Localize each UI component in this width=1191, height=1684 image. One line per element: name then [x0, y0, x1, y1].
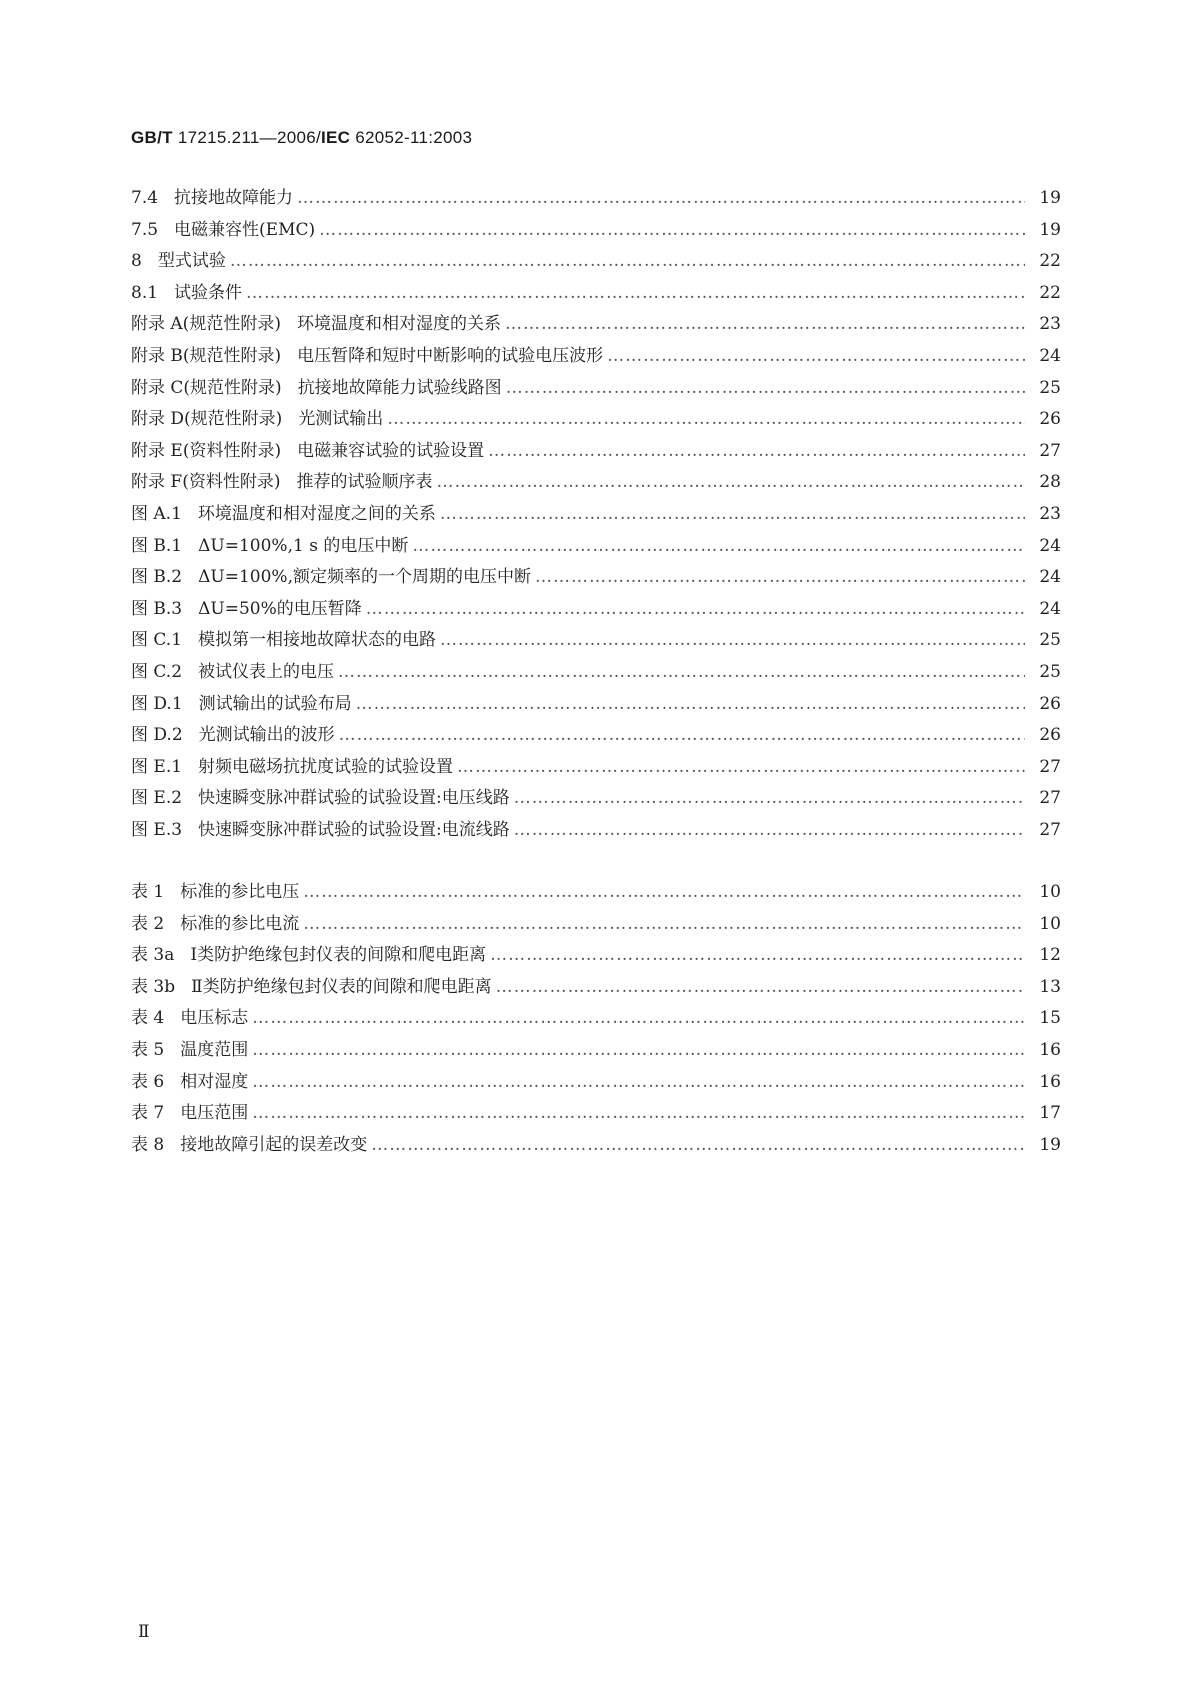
toc-entry-page: 19: [1039, 188, 1061, 208]
toc-dot-leader: [535, 562, 1025, 594]
toc-entry-page: 16: [1039, 1071, 1061, 1092]
page-number: Ⅱ: [138, 1622, 150, 1642]
toc-dot-leader: [366, 594, 1025, 626]
toc-entry-page: 24: [1039, 345, 1061, 366]
toc-entry[interactable]: [131, 278, 1061, 310]
toc-entry-number: 表 7: [131, 1103, 165, 1124]
toc-entry-title: 接地故障引起的误差改变: [180, 1134, 368, 1155]
toc-entry[interactable]: [131, 215, 1061, 247]
toc-entry-page: 12: [1039, 945, 1061, 966]
toc-entry[interactable]: [131, 531, 1061, 563]
toc-dot-leader: [252, 1035, 1025, 1067]
toc-entry-number: 表 4: [131, 1008, 165, 1029]
toc-dot-leader: [371, 1130, 1025, 1162]
toc-entry-page: 15: [1039, 1008, 1061, 1029]
toc-entry[interactable]: [131, 373, 1061, 405]
toc-entry-number: 附录 A(规范性附录): [131, 314, 281, 335]
toc-entry-title: 电压标志: [180, 1008, 249, 1029]
toc-entry-title: 相对湿度: [180, 1071, 249, 1092]
toc-dot-leader: [496, 972, 1025, 1004]
toc-entry[interactable]: [131, 436, 1061, 468]
toc-entry-page: 25: [1039, 630, 1061, 651]
toc-entry-page: 25: [1039, 377, 1061, 398]
toc-dot-leader: [607, 341, 1025, 373]
toc-entry-page: 23: [1039, 314, 1061, 335]
document-header: [131, 128, 472, 148]
toc-entry-title: 标准的参比电流: [180, 913, 300, 934]
toc-entry-number: 图 D.2: [131, 725, 183, 746]
toc-dot-leader: [440, 499, 1025, 531]
toc-entry-number: 表 6: [131, 1071, 165, 1092]
toc-entry-title: 温度范围: [180, 1039, 249, 1060]
toc-entry[interactable]: [131, 183, 1061, 215]
toc-entry-title: ΔU=100%,额定频率的一个周期的电压中断: [198, 567, 531, 588]
toc-dot-leader: [506, 373, 1025, 405]
toc-dot-leader: [246, 278, 1025, 310]
toc-entry[interactable]: [131, 815, 1061, 847]
toc-entry-number: 附录 E(资料性附录): [131, 440, 282, 461]
toc-dot-leader: [387, 404, 1025, 436]
toc-dot-leader: [514, 783, 1025, 815]
toc-entry-number: 图 C.2: [131, 661, 183, 682]
toc-entry-title: 电磁兼容试验的试验设置: [297, 440, 485, 461]
toc-entry-page: 26: [1039, 409, 1061, 430]
toc-entry-page: 17: [1039, 1103, 1061, 1124]
toc-entry-number: 附录 D(规范性附录): [131, 409, 283, 430]
toc-entry-number: 8.1: [131, 282, 159, 303]
toc-entry-title: 模拟第一相接地故障状态的电路: [198, 630, 437, 651]
toc-entry[interactable]: [131, 783, 1061, 815]
toc-entry-number: 图 B.3: [131, 598, 183, 619]
toc-entry-title: 快速瞬变脉冲群试验的试验设置:电压线路: [198, 788, 510, 809]
toc-entry-number: 图 E.3: [131, 819, 183, 840]
iec-prefix: IEC: [320, 128, 351, 147]
toc-entry-title: 射频电磁场抗扰度试验的试验设置: [198, 756, 454, 777]
toc-entry-title: 电压暂降和短时中断影响的试验电压波形: [297, 345, 604, 366]
toc-dot-leader: [338, 657, 1025, 689]
toc-entry[interactable]: [131, 562, 1061, 594]
toc-entry-title: ΔU=50%的电压暂降: [198, 598, 362, 619]
toc-dot-leader: [252, 1067, 1025, 1099]
toc-entry[interactable]: [131, 341, 1061, 373]
toc-entry[interactable]: [131, 657, 1061, 689]
toc-entry-page: 10: [1039, 882, 1061, 902]
toc-dot-leader: [488, 436, 1025, 468]
toc-entry[interactable]: [131, 1098, 1061, 1130]
toc-entry-number: 7.5: [131, 219, 159, 240]
toc-tables-list: [131, 877, 1061, 1161]
toc-entry-number: 图 B.1: [131, 535, 183, 556]
toc-entry-title: Ⅱ类防护绝缘包封仪表的间隙和爬电距离: [191, 976, 492, 997]
toc-entry-number: 图 A.1: [131, 503, 182, 524]
toc-entry-number: 表 3a: [131, 945, 175, 966]
toc-dot-leader: [436, 467, 1025, 499]
toc-entry-number: 图 C.1: [131, 630, 183, 651]
toc-entry-number: 表 8: [131, 1134, 165, 1155]
toc-entry-title: 试验条件: [174, 282, 243, 303]
toc-entry-title: 抗接地故障能力: [174, 188, 294, 208]
toc-entry-number: 表 3b: [131, 976, 176, 997]
toc-entry-page: 19: [1039, 1134, 1061, 1155]
toc-entry[interactable]: [131, 877, 1061, 909]
toc-entry-number: 附录 F(资料性附录): [131, 472, 281, 493]
toc-entry-title: 环境温度和相对湿度之间的关系: [197, 503, 436, 524]
toc-entry[interactable]: [131, 594, 1061, 626]
toc-entry-page: 10: [1039, 913, 1061, 934]
toc-entry-title: 光测试输出: [298, 409, 384, 430]
toc-entry-title: 标准的参比电压: [180, 882, 300, 902]
toc-entry-page: 27: [1039, 756, 1061, 777]
standard-prefix: GB/T: [131, 128, 173, 147]
toc-dot-leader: [252, 1098, 1025, 1130]
toc-entry[interactable]: [131, 972, 1061, 1004]
toc-main-list: [131, 183, 1061, 846]
toc-entry-page: 23: [1039, 503, 1061, 524]
toc-entry-title: 环境温度和相对湿度的关系: [296, 314, 501, 335]
toc-entry-title: 光测试输出的波形: [198, 725, 335, 746]
toc-entry-page: 27: [1039, 819, 1061, 840]
toc-entry-title: ΔU=100%,1 s 的电压中断: [198, 535, 409, 556]
toc-entry-title: 快速瞬变脉冲群试验的试验设置:电流线路: [198, 819, 510, 840]
toc-entry-number: 表 5: [131, 1039, 165, 1060]
toc-entry[interactable]: [131, 1035, 1061, 1067]
toc-entry-page: 27: [1039, 440, 1061, 461]
toc-entry-page: 13: [1039, 976, 1061, 997]
toc-entry-title: 推荐的试验顺序表: [296, 472, 433, 493]
toc-entry[interactable]: [131, 752, 1061, 784]
toc-entry-title: 抗接地故障能力试验线路图: [297, 377, 502, 398]
toc-entry[interactable]: [131, 1067, 1061, 1099]
toc-entry-title: 被试仪表上的电压: [198, 661, 335, 682]
toc-entry-title: 电压范围: [180, 1103, 249, 1124]
toc-entry-number: 表 1: [131, 882, 165, 902]
toc-entry[interactable]: [131, 1003, 1061, 1035]
toc-entry-number: 表 2: [131, 913, 165, 934]
toc-entry-number: 图 B.2: [131, 567, 183, 588]
toc-entry-number: 7.4: [131, 188, 159, 208]
toc-dot-leader: [490, 940, 1025, 972]
toc-dot-leader: [505, 309, 1025, 341]
toc-dot-leader: [356, 689, 1025, 721]
iec-number: 62052-11:2003: [355, 128, 473, 147]
toc-dot-leader: [412, 531, 1025, 563]
toc-dot-leader: [303, 877, 1025, 909]
toc-dot-leader: [514, 815, 1025, 847]
toc-dot-leader: [297, 183, 1025, 215]
toc-dot-leader: [339, 720, 1025, 752]
toc-entry-number: 图 E.1: [131, 756, 183, 777]
toc-entry-page: 19: [1039, 219, 1061, 240]
toc-entry-title: 电磁兼容性(EMC): [174, 219, 316, 240]
toc-entry-page: 27: [1039, 788, 1061, 809]
toc-dot-leader: [440, 625, 1025, 657]
toc-entry[interactable]: [131, 467, 1061, 499]
toc-entry[interactable]: [131, 689, 1061, 721]
toc-dot-leader: [252, 1003, 1025, 1035]
toc-entry[interactable]: [131, 309, 1061, 341]
toc-entry-page: 26: [1039, 693, 1061, 714]
toc-entry[interactable]: [131, 1130, 1061, 1162]
toc-dot-leader: [319, 215, 1025, 247]
toc-entry-page: 22: [1039, 251, 1061, 272]
standard-number: 17215.211—2006/: [177, 128, 321, 147]
toc-entry-number: 8: [131, 251, 142, 272]
toc-entry[interactable]: [131, 940, 1061, 972]
toc-entry[interactable]: [131, 404, 1061, 436]
toc-entry[interactable]: [131, 246, 1061, 278]
toc-entry-page: 24: [1039, 567, 1061, 588]
toc-dot-leader: [303, 909, 1025, 941]
toc-entry-page: 24: [1039, 535, 1061, 556]
toc-entry[interactable]: [131, 909, 1061, 941]
toc-entry-page: 24: [1039, 598, 1061, 619]
toc-entry-page: 25: [1039, 661, 1061, 682]
toc-entry[interactable]: [131, 720, 1061, 752]
toc-entry[interactable]: [131, 625, 1061, 657]
toc-entry-number: 图 E.2: [131, 788, 183, 809]
toc-dot-leader: [457, 752, 1025, 784]
toc-entry-page: 22: [1039, 282, 1061, 303]
toc-entry-number: 图 D.1: [131, 693, 183, 714]
toc-entry-page: 16: [1039, 1039, 1061, 1060]
toc-entry-page: 28: [1039, 472, 1061, 493]
toc-entry[interactable]: [131, 499, 1061, 531]
toc-entry-number: 附录 C(规范性附录): [131, 377, 282, 398]
toc-entry-title: 型式试验: [157, 251, 226, 272]
toc-entry-title: 测试输出的试验布局: [198, 693, 352, 714]
toc-entry-title: Ⅰ类防护绝缘包封仪表的间隙和爬电距离: [190, 945, 487, 966]
toc-entry-number: 附录 B(规范性附录): [131, 345, 282, 366]
toc-entry-page: 26: [1039, 725, 1061, 746]
toc-dot-leader: [230, 246, 1025, 278]
